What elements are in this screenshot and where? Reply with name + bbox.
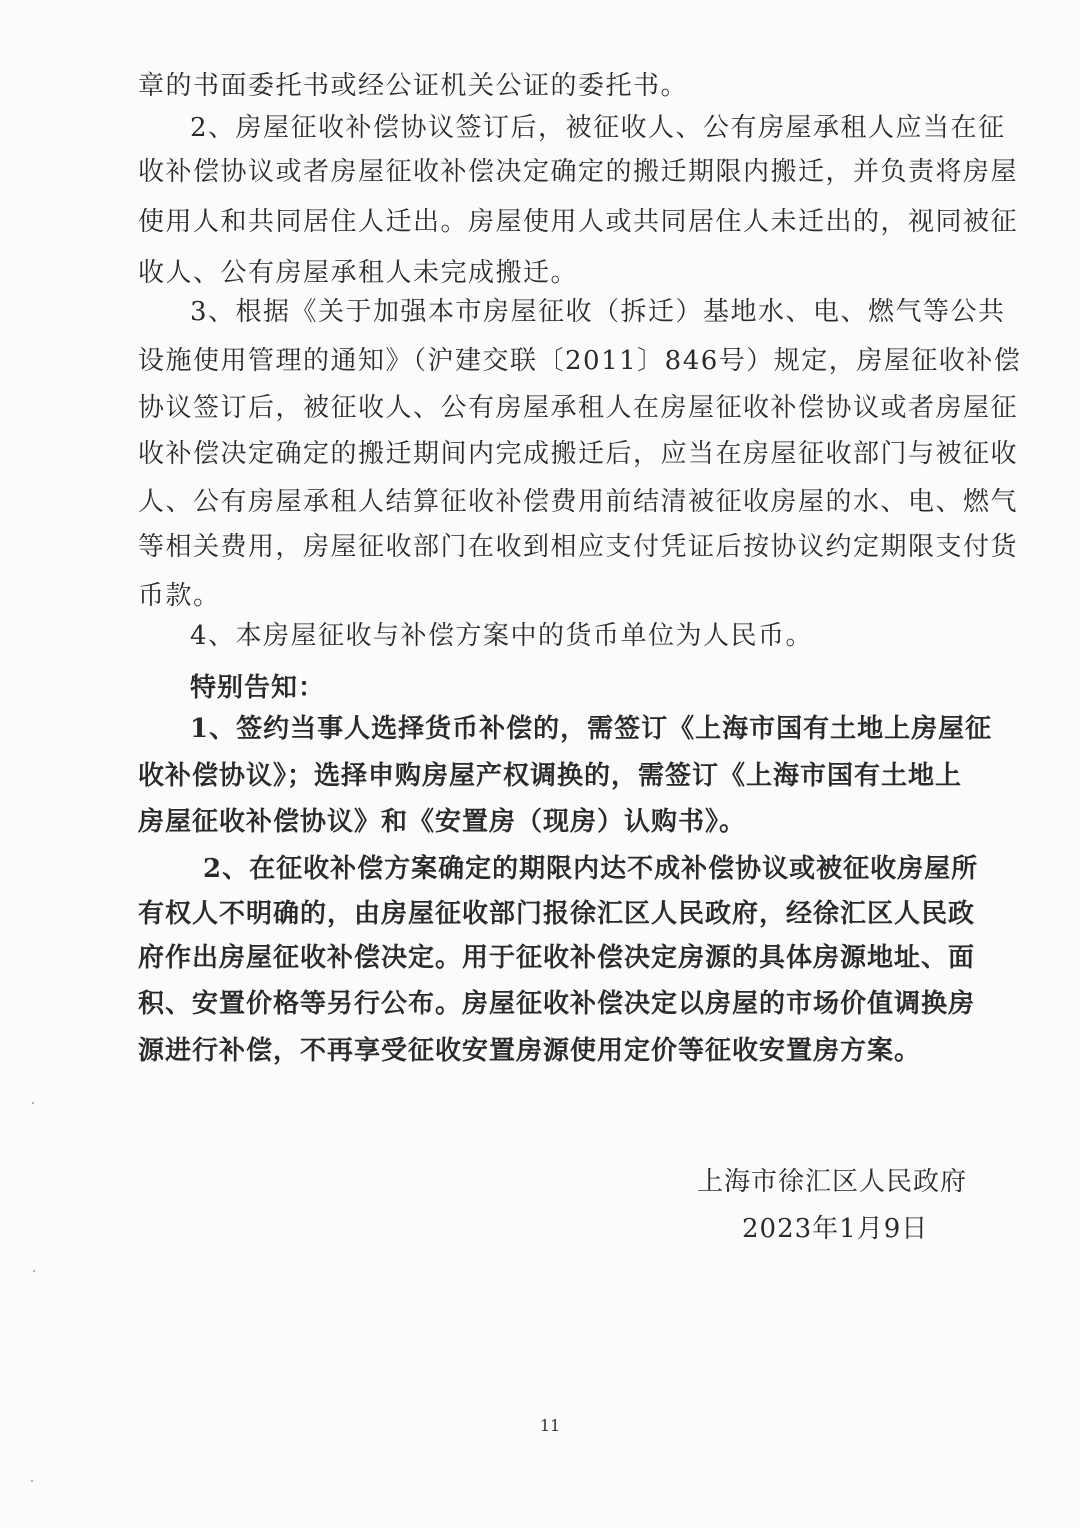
special-notice-heading: 特别告知： bbox=[190, 673, 326, 703]
notice-2-line-5: 源进行补偿，不再享受征收安置房源使用定价等征收安置房方案。 bbox=[138, 1036, 922, 1066]
notice-1-line-1: 1、签约当事人选择货币补偿的，需签订《上海市国有土地上房屋征 bbox=[190, 714, 993, 744]
notice-2-line-4: 积、安置价格等另行公布。房屋征收补偿决定以房屋的市场价值调换房 bbox=[138, 989, 976, 1019]
notice-1-line-3: 房屋征收补偿协议》和《安置房（现房）认购书》。 bbox=[138, 807, 747, 837]
paragraph-2-line-3: 使用人和共同居住人迁出。房屋使用人或共同居住人未迁出的，视同被征 bbox=[138, 207, 1019, 237]
issue-date: 2023年1月9日 bbox=[742, 1214, 929, 1244]
issuer-name: 上海市徐汇区人民政府 bbox=[697, 1167, 968, 1197]
notice-2-line-3: 府作出房屋征收补偿决定。用于征收补偿决定房源的具体房源地址、面 bbox=[138, 943, 976, 973]
scan-speck bbox=[32, 1102, 34, 1104]
paragraph-1-line-1: 章的书面委托书或经公证机关公证的委托书。 bbox=[138, 71, 689, 101]
paragraph-3-line-7: 币款。 bbox=[138, 581, 221, 611]
paragraph-3-line-5: 人、公有房屋承租人结算征收补偿费用前结清被征收房屋的水、电、燃气 bbox=[138, 487, 1019, 517]
paragraph-2-line-1: 2、房屋征收补偿协议签订后，被征收人、公有房屋承租人应当在征 bbox=[190, 113, 1006, 143]
scan-speck bbox=[33, 1270, 35, 1272]
scan-speck bbox=[31, 1480, 33, 1482]
paragraph-4-line-1: 4、本房屋征收与补偿方案中的货币单位为人民币。 bbox=[190, 621, 814, 651]
paragraph-3-line-6: 等相关费用，房屋征收部门在收到相应支付凭证后按协议约定期限支付货 bbox=[138, 532, 1019, 562]
paragraph-3-line-3: 协议签订后，被征收人、公有房屋承租人在房屋征收补偿协议或者房屋征 bbox=[138, 393, 1019, 423]
page-number: 11 bbox=[539, 1416, 561, 1435]
paragraph-3-line-1: 3、根据《关于加强本市房屋征收（拆迁）基地水、电、燃气等公共 bbox=[190, 297, 1006, 327]
notice-2-line-1: 2、在征收补偿方案确定的期限内达不成补偿协议或被征收房屋所 bbox=[203, 854, 979, 884]
notice-2-line-2: 有权人不明确的，由房屋征收部门报徐汇区人民政府，经徐汇区人民政 bbox=[138, 899, 976, 929]
paragraph-2-line-2: 收补偿协议或者房屋征收补偿决定确定的搬迁期限内搬迁，并负责将房屋 bbox=[138, 157, 1019, 187]
paragraph-3-line-4: 收补偿决定确定的搬迁期间内完成搬迁后，应当在房屋征收部门与被征收 bbox=[138, 439, 1019, 469]
notice-1-line-2: 收补偿协议》；选择申购房屋产权调换的，需签订《上海市国有土地上 bbox=[138, 761, 963, 791]
paragraph-3-line-2: 设施使用管理的通知》（沪建交联〔2011〕846号）规定，房屋征收补偿 bbox=[138, 346, 1022, 376]
paragraph-2-line-4: 收人、公有房屋承租人未完成搬迁。 bbox=[138, 258, 579, 288]
